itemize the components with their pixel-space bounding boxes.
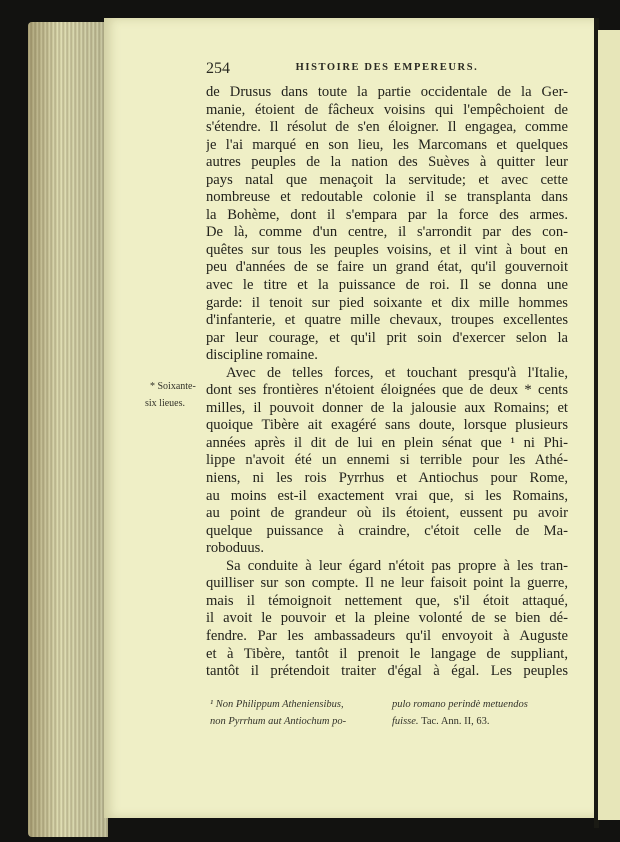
text-line: niens, ni les rois Pyrrhus et Antiochus pour Rome, bbox=[206, 470, 568, 487]
text-line: tantôt il prétendoit traiter d'égal à égal. Les peuples bbox=[206, 663, 568, 680]
body-text bbox=[206, 84, 568, 681]
text-line: mais il témoignoit nettement que, s'il étoit attaqué, bbox=[206, 592, 568, 609]
margin-note bbox=[145, 378, 196, 412]
text-line: de Drusus dans toute la partie occidentale de la Ger- bbox=[206, 84, 568, 100]
text-line: Sa conduite à leur égard n'étoit pas propre à les tran- bbox=[226, 557, 568, 574]
footnote-column-2 bbox=[392, 696, 562, 730]
text-line: au point de grandeur où ils étoient, eussent pu avoir bbox=[206, 505, 568, 522]
text-line: nombreuse et redoutable colonie il se transplanta dans bbox=[206, 189, 568, 206]
text-line: s'étendre. Il résolut de s'en éloigner. Il engagea, comme bbox=[206, 119, 568, 136]
text-line: roboduus. bbox=[206, 540, 264, 557]
text-line: d'infanterie, et quatre mille chevaux, troupes excellentes bbox=[206, 312, 568, 329]
footnote-column-1 bbox=[210, 696, 360, 730]
text-line: au moins est-il exactement vrai que, si les Romains, bbox=[206, 487, 568, 504]
text-line: Avec de telles forces, et touchant presqu'à l'Italie, bbox=[226, 364, 568, 381]
page-edges-shadow bbox=[28, 22, 108, 837]
margin-note-line: * Soixante- bbox=[150, 381, 196, 392]
running-title: HISTOIRE DES EMPEREURS. bbox=[295, 62, 479, 73]
footnote-line: non Pyrrhum aut Antiochum po- bbox=[210, 716, 347, 727]
text-line: manie, étoient de fâcheux voisins qui l'empêchoient de bbox=[206, 101, 568, 118]
footnote-citation: Tac. Ann. II, 63. bbox=[421, 716, 490, 727]
footnote-line: ¹ Non Philippum Atheniensibus, bbox=[210, 699, 344, 710]
text-line: De là, comme d'un centre, il s'arrondit par des con- bbox=[206, 224, 568, 241]
footnote-text: fuisse. bbox=[392, 716, 419, 727]
margin-note-line: six lieues. bbox=[145, 398, 185, 409]
text-line: lippe n'avoit été un ennemi si terrible pour les Athé- bbox=[206, 452, 568, 469]
text-line: fendre. Par les ambassadeurs qu'il envoyoit à Auguste bbox=[206, 627, 568, 644]
text-line: par leur courage, et qu'il prit soin d'exercer selon la bbox=[206, 329, 568, 346]
text-line: peu d'années de se faire un grand état, qu'il gouvernoit bbox=[206, 259, 568, 276]
text-line: discipline romaine. bbox=[206, 347, 318, 364]
text-line: autres peuples de la nation des Suèves à quitter leur bbox=[206, 154, 568, 171]
text-line: années après il dit de lui en plein sénat que ¹ ni Phi- bbox=[206, 434, 568, 451]
next-page-edge bbox=[598, 30, 620, 820]
text-line: garde: il tenoit sur pied soixante et dix mille hommes bbox=[206, 294, 568, 311]
text-line: je l'ai marqué en son lieu, les Marcomans et quelques bbox=[206, 136, 568, 153]
footnote-line: pulo romano perindè metuendos bbox=[392, 699, 528, 710]
page-header bbox=[206, 62, 568, 80]
text-line: avec le titre et la puissance de roi. Il se donna une bbox=[206, 277, 568, 294]
text-line: il avoit le pouvoir et la pleine volonté de se bien dé- bbox=[206, 610, 568, 627]
text-line: et à Tibère, tantôt il prenoit le langage de suppliant, bbox=[206, 645, 568, 662]
footnote-line bbox=[392, 713, 562, 730]
text-line: pays natal que menaçoit la servitude; et avec cette bbox=[206, 171, 568, 188]
text-line: milles, il pouvoit donner de la jalousie aux Romains; et bbox=[206, 399, 568, 416]
text-line: dont ses frontières n'étoient éloignées que de deux * cents bbox=[206, 382, 568, 399]
text-line: quêtes sur tous les peuples voisins, et il vint à bout en bbox=[206, 241, 568, 258]
text-line: quoique Tibère ait exagéré sans doute, lorsque plusieurs bbox=[206, 417, 568, 434]
text-line: quilliser sur son compte. Il ne leur faisoit point la guerre, bbox=[206, 575, 568, 592]
text-line: quelque puissance à craindre, c'étoit celle de Ma- bbox=[206, 522, 568, 539]
text-line: la Bohème, dont il s'empara par la force des armes. bbox=[206, 206, 568, 223]
page-number: 254 bbox=[206, 60, 230, 77]
